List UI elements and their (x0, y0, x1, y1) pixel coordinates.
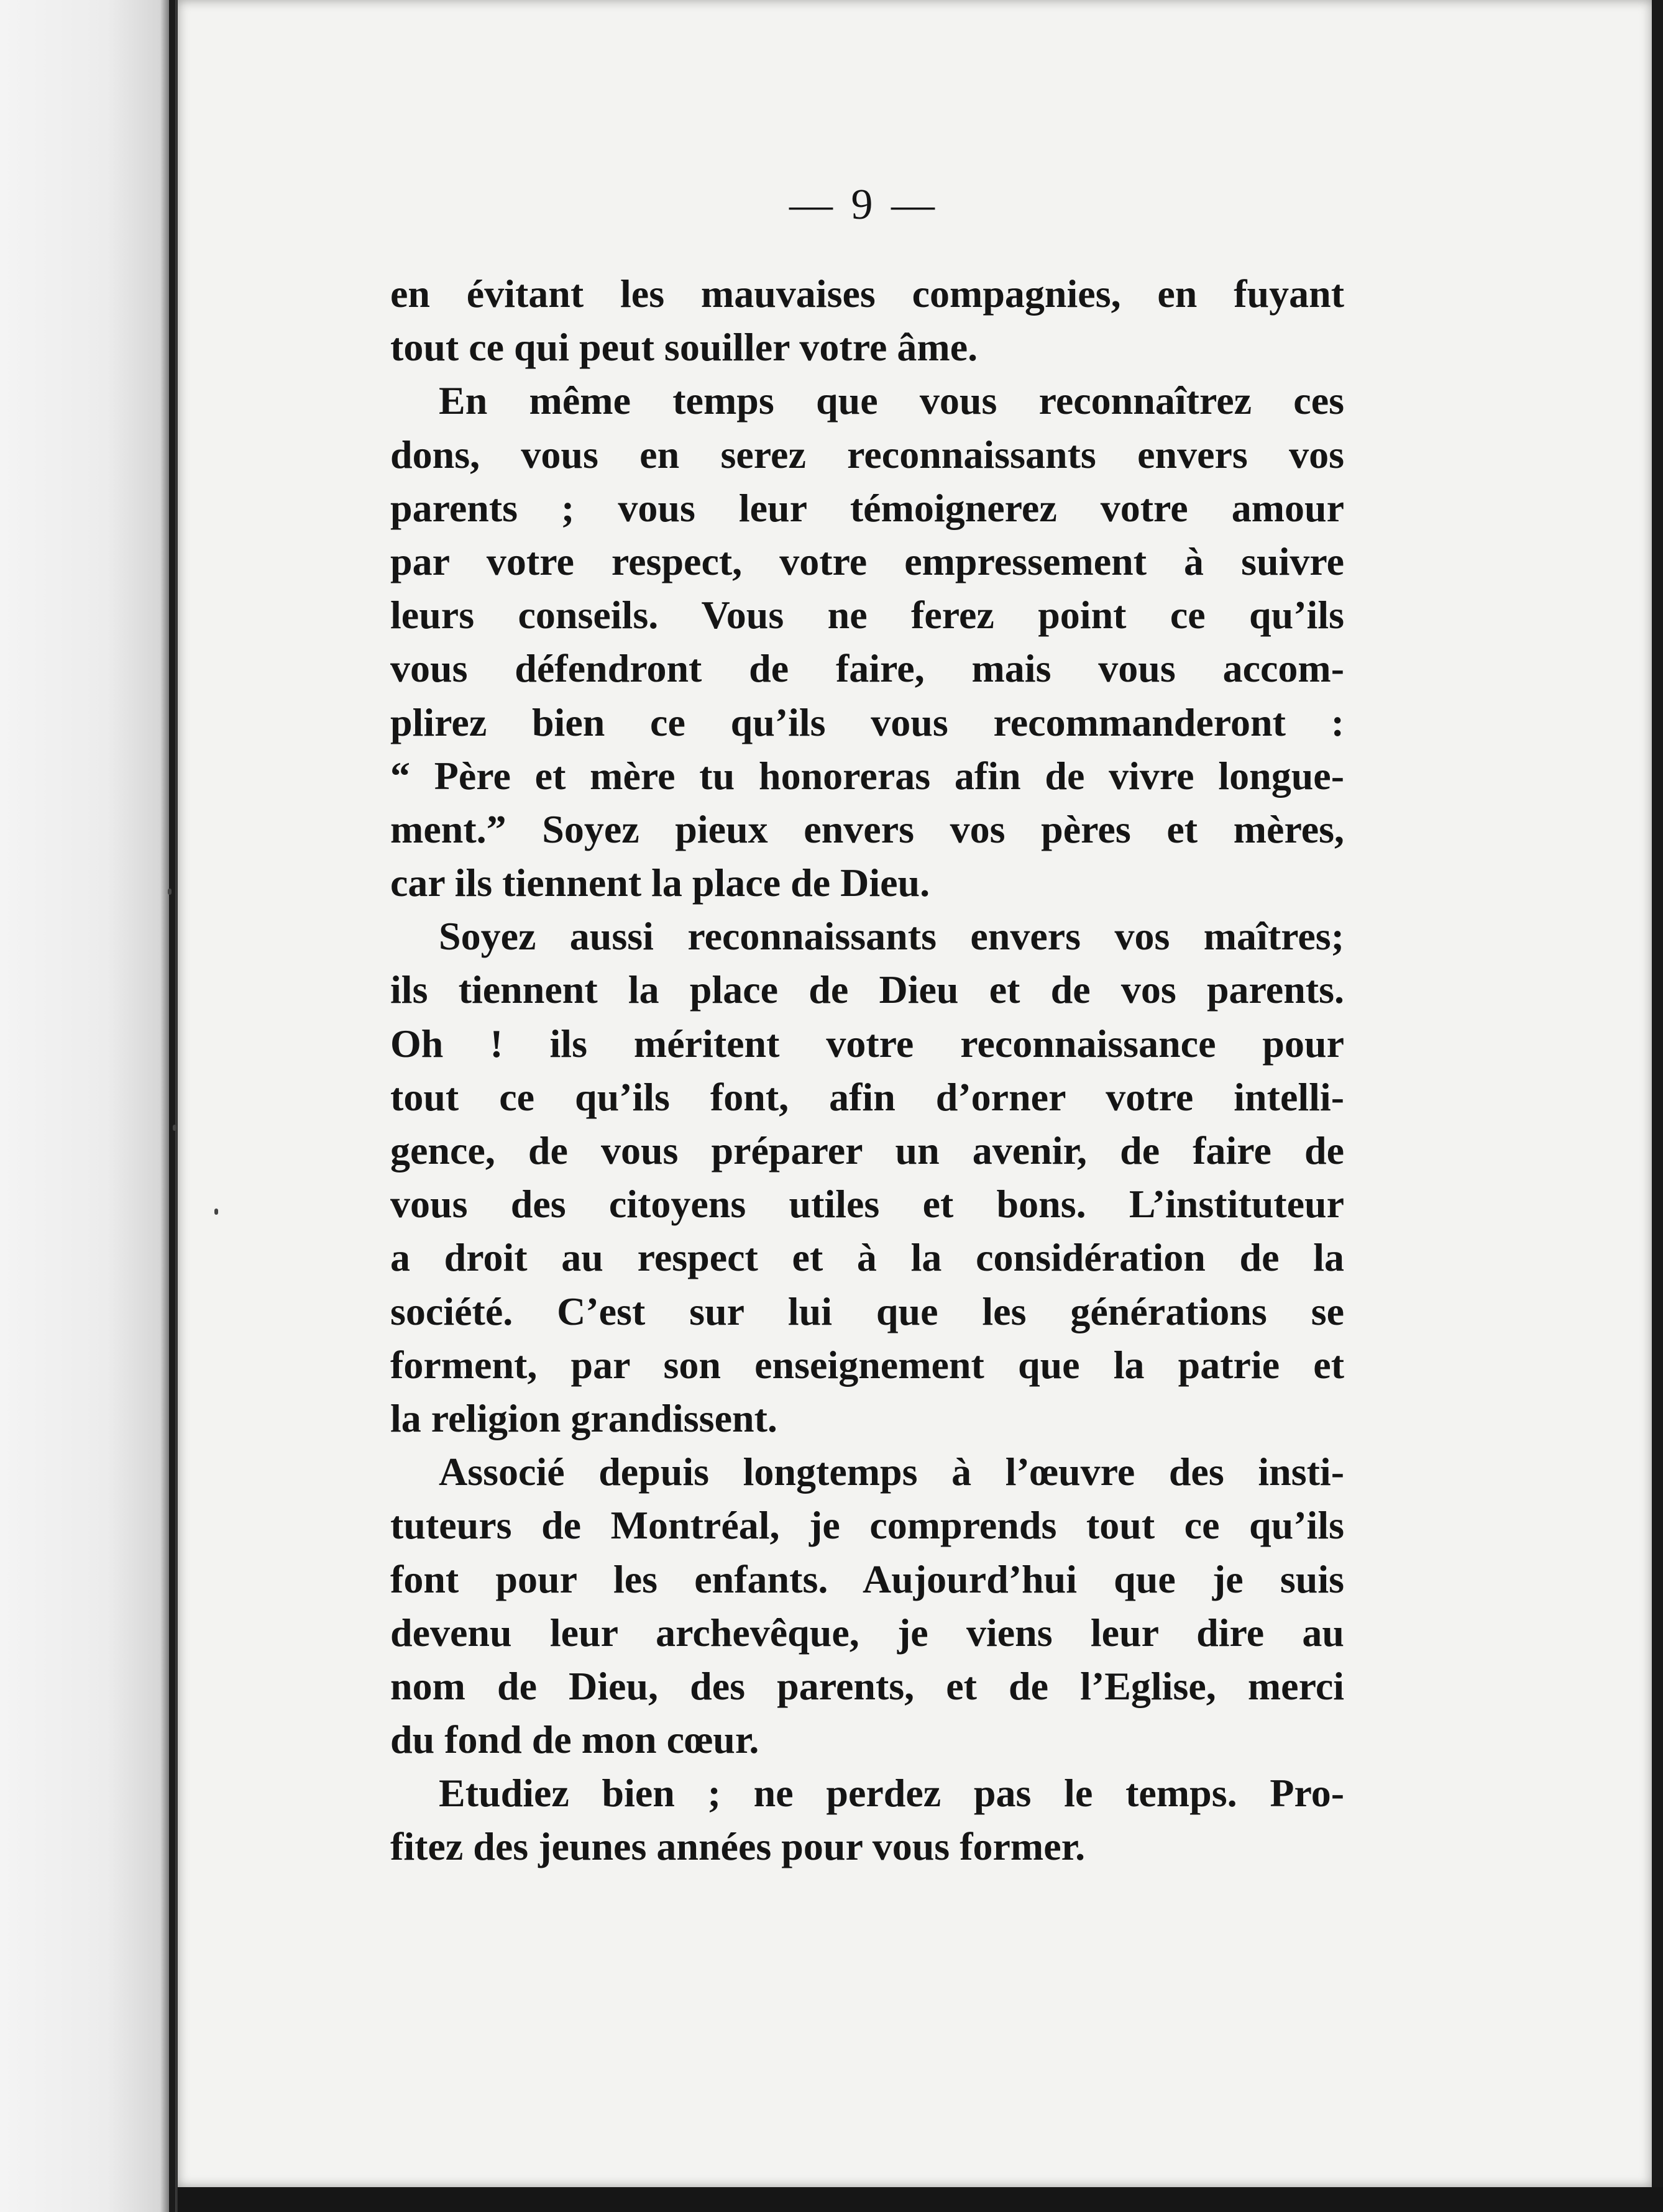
text-line: par votre respect, votre empressement à suivre (390, 539, 1344, 583)
text-line: tout ce qu’ils font, afin d’orner votre intelli- (390, 1074, 1344, 1119)
paragraph-first-line: Associé depuis longtemps à l’œuvre des insti- (439, 1450, 1344, 1494)
scan-speck (214, 1209, 218, 1215)
text-line: société. C’est sur lui que les générations se (390, 1289, 1344, 1333)
text-line: car ils tiennent la place de Dieu. (390, 861, 930, 905)
scan-speck (173, 1125, 176, 1131)
paragraph-first-line: Etudiez bien ; ne perdez pas le temps. Pro- (439, 1771, 1344, 1816)
paragraph-first-line: En même temps que vous reconnaîtrez ces (439, 378, 1344, 423)
page-number: — 9 — (789, 181, 938, 229)
text-line: fitez des jeunes années pour vous former. (390, 1824, 1086, 1869)
text-line: a droit au respect et à la considération de la (390, 1235, 1344, 1280)
scan-bottom-edge (178, 2187, 1663, 2212)
page-gutter-edge (169, 0, 175, 2212)
body-text (390, 267, 1344, 1874)
scan-speck (168, 889, 172, 895)
scan-left-margin (0, 0, 178, 2212)
text-line: nom de Dieu, des parents, et de l’Eglise, merci (390, 1663, 1344, 1708)
text-line: font pour les enfants. Aujourd’hui que je suis (390, 1556, 1344, 1601)
text-line: forment, par son enseignement que la patrie et (390, 1342, 1344, 1387)
text-line: la religion grandissent. (390, 1396, 777, 1440)
scan-right-edge (1652, 0, 1663, 2212)
text-line: dons, vous en serez reconnaissants envers vos (390, 432, 1344, 477)
text-line: “ Père et mère tu honoreras afin de vivre longue- (390, 753, 1344, 798)
text-line: ils tiennent la place de Dieu et de vos parents. (390, 967, 1344, 1012)
paragraph-first-line: Soyez aussi reconnaissants envers vos maîtres; (439, 914, 1344, 959)
text-line: ment.” Soyez pieux envers vos pères et mères, (390, 807, 1344, 851)
text-line: Oh ! ils méritent votre reconnaissance pour (390, 1021, 1344, 1066)
text-line: vous des citoyens utiles et bons. L’instituteur (390, 1182, 1344, 1227)
text-line: parents ; vous leur témoignerez votre amour (390, 485, 1344, 530)
text-line: tout ce qui peut souiller votre âme. (390, 325, 978, 370)
text-line: devenu leur archevêque, je viens leur dire au (390, 1610, 1344, 1655)
text-line: gence, de vous préparer un avenir, de faire de (390, 1128, 1344, 1172)
text-line: vous défendront de faire, mais vous accom- (390, 646, 1344, 691)
text-line: en évitant les mauvaises compagnies, en fuyant (390, 272, 1344, 316)
text-line: tuteurs de Montréal, je comprends tout ce qu’ils (390, 1503, 1344, 1548)
text-line: du fond de mon cœur. (390, 1717, 759, 1762)
text-line: leurs conseils. Vous ne ferez point ce qu’ils (390, 593, 1344, 638)
text-line: plirez bien ce qu’ils vous recommanderont : (390, 700, 1344, 744)
